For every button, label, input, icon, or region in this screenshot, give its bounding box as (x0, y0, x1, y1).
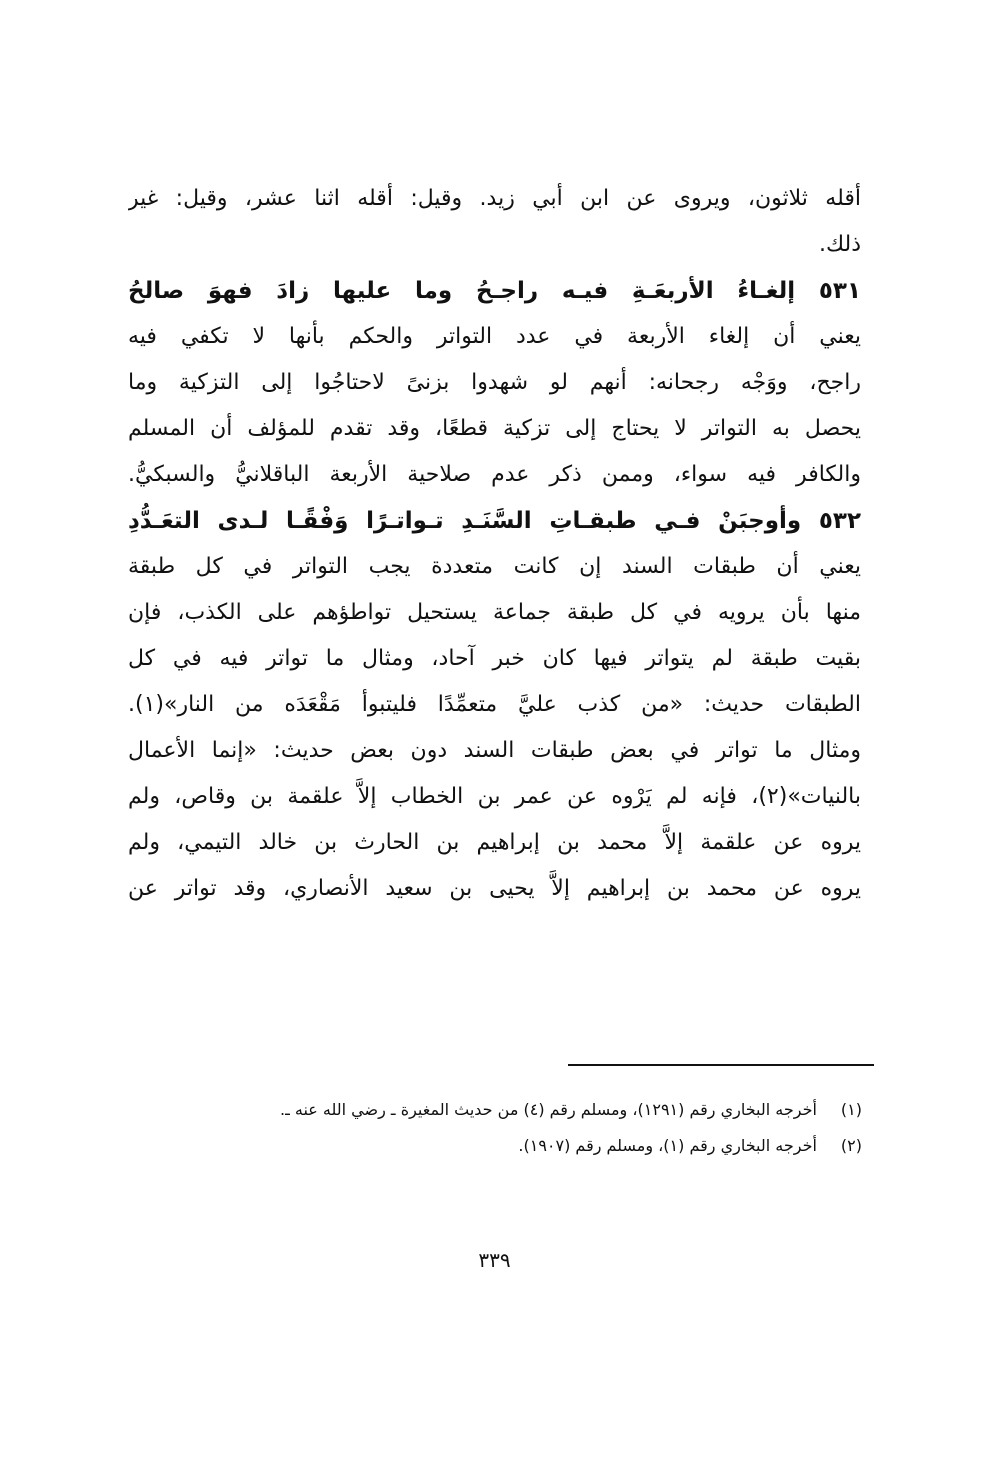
footnote-text: أخرجه البخاري رقم (١٢٩١)، ومسلم رقم (٤) من حديث المغيرة ـ رضي الله عنه ـ. (280, 1100, 817, 1119)
text-line: والكافر فيه سواء، وممن ذكر عدم صلاحية الأربعة الباقلانيُّ والسبكيُّ. (128, 462, 861, 487)
text-line: راجح، ووَجْه رجحانه: أنهم لو شهدوا بزنىً لاحتاجُوا إلى التزكية وما (128, 370, 861, 395)
text-line: يروه عن محمد بن إبراهيم إلاَّ يحيى بن سعيد الأنصاري، وقد تواتر عن (128, 876, 861, 901)
text-line: يعني أن طبقات السند إن كانت متعددة يجب التواتر في كل طبقة (128, 554, 861, 579)
text-line: يعني أن إلغاء الأربعة في عدد التواتر والحكم بأنها لا تكفي فيه (128, 324, 861, 349)
text-line: يحصل به التواتر لا يحتاج إلى تزكية قطعًا، وقد تقدم للمؤلف أن المسلم (128, 416, 861, 441)
footnote-number: (١) (840, 1100, 862, 1119)
text-line: يروه عن علقمة إلاَّ محمد بن إبراهيم بن الحارث بن خالد التيمي، ولم (128, 830, 861, 855)
verse-line-532: ٥٣٢ وأوجبَنْ فـي طبقـاتِ السَّنَـدِ تـواتـرًا وَفْقًـا لـدى التعَـدُّدِ (128, 508, 861, 534)
body-text (128, 176, 861, 912)
text-line: الطبقات حديث: «من كذب عليَّ متعمِّدًا فليتبوأ مَقْعَدَه من النار»(١). (128, 692, 861, 717)
text-line: منها بأن يرويه في كل طبقة جماعة يستحيل تواطؤهم على الكذب، فإن (128, 600, 861, 625)
text-line: أقله ثلاثون، ويروى عن ابن أبي زيد. وقيل: أقله اثنا عشر، وقيل: غير (128, 186, 861, 211)
text-line: بالنيات»(٢)، فإنه لم يَرْوه عن عمر بن الخطاب إلاَّ علقمة بن وقاص، ولم (128, 784, 861, 809)
footnote-separator (568, 1064, 874, 1066)
text-line: بقيت طبقة لم يتواتر فيها كان خبر آحاد، ومثال ما تواتر فيه في كل (128, 646, 861, 671)
footnote-1 (280, 1092, 862, 1128)
verse-line-531: ٥٣١ إلغـاءُ الأربعَـةِ فيـه راجـحُ وما عليها زادَ فهوَ صالحُ (128, 278, 861, 304)
text-line: ومثال ما تواتر في بعض طبقات السند دون بعض حديث: «إنما الأعمال (128, 738, 861, 763)
footnote-number: (٢) (840, 1136, 862, 1155)
footnotes (280, 1092, 862, 1164)
footnote-text: أخرجه البخاري رقم (١)، ومسلم رقم (١٩٠٧). (518, 1136, 817, 1155)
page-number: ٣٣٩ (478, 1248, 511, 1272)
footnote-2 (300, 1128, 862, 1164)
text-line: ذلك. (818, 232, 861, 257)
